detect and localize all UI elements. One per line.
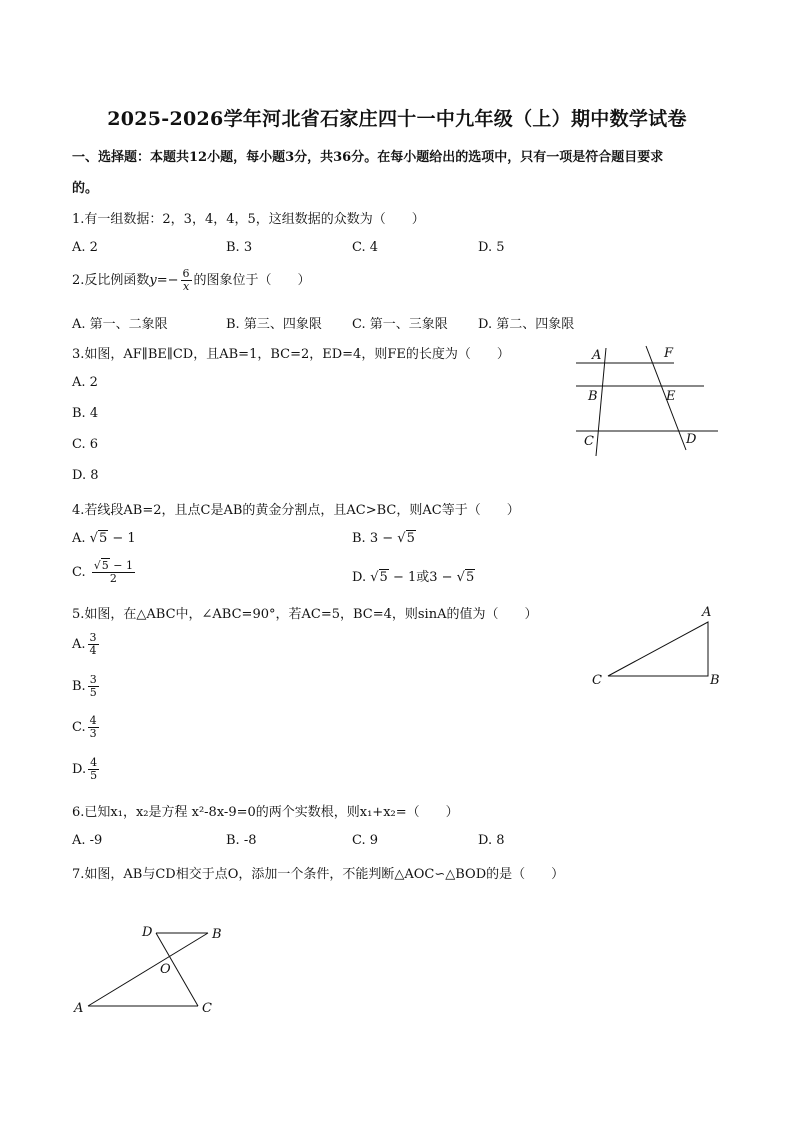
question-7-figure <box>70 920 240 1020</box>
question-1-option-d: D. 5 <box>478 240 505 255</box>
question-2-denominator: x <box>182 280 190 294</box>
label-b: B <box>710 673 720 688</box>
section-instruction-line1: 一、选择题：本题共12小题，每小题3分，共36分。在每小题给出的选项中，只有一项是符合题目要求 <box>72 150 664 165</box>
label-a: A <box>74 1001 84 1016</box>
label-a: A <box>592 348 602 363</box>
label-d: D <box>686 432 697 447</box>
question-3-option-d: D. 8 <box>72 468 99 483</box>
question-4-stem: 4.若线段AB=2，且点C是AB的黄金分割点，且AC>BC，则AC等于（ ） <box>72 503 520 518</box>
question-1-option-b: B. 3 <box>226 240 253 255</box>
question-5-option-d: D. $\frac{4}{5}$ <box>72 756 98 783</box>
question-5-option-c: C. $\frac{4}{3}$ <box>72 714 97 741</box>
label-f: F <box>664 346 674 361</box>
question-2-option-c: C. 第一、三象限 <box>352 317 448 332</box>
question-2-prefix: 2.反比例函数 <box>72 273 150 289</box>
question-1-stem: 1.有一组数据：2，3，4，4，5，这组数据的众数为（ ） <box>72 212 425 227</box>
question-5-option-b: B. $\frac{3}{5}$ <box>72 673 97 700</box>
exam-title: 2025-2026学年河北省石家庄四十一中九年级（上）期中数学试卷 <box>107 108 687 130</box>
triangle-abc <box>608 622 708 676</box>
question-1-option-c: C. 4 <box>352 240 379 255</box>
question-5-figure <box>586 600 726 696</box>
label-e: E <box>666 389 676 404</box>
question-5-option-a: A. $\frac{3}{4}$ <box>72 631 97 658</box>
label-b: B <box>212 927 222 942</box>
label-b: B <box>588 389 598 404</box>
question-4-option-b: B. 3 − √5 <box>352 531 415 546</box>
question-2-numerator: 6 <box>182 267 190 280</box>
label-a: A <box>702 605 712 620</box>
sqrt-symbol: √5 <box>397 531 415 546</box>
question-6-stem: 6.已知x₁，x₂是方程 x²-8x-9=0的两个实数根，则x₁+x₂=（ ） <box>72 805 459 820</box>
question-2-fraction <box>181 268 192 293</box>
question-4-option-c: C. $\frac{√5 - 1}{2}$ <box>72 559 133 586</box>
sqrt-symbol: √5 <box>89 531 108 546</box>
question-3-figure <box>570 340 730 464</box>
question-6-option-a: A. -9 <box>72 833 103 848</box>
label-c: C <box>202 1001 212 1016</box>
segment-ab <box>88 933 208 1006</box>
question-7-stem: 7.如图，AB与CD相交于点O，添加一个条件，不能判断△AOC∽△BOD的是（ ） <box>72 867 565 882</box>
question-3-option-a: A. 2 <box>72 375 98 390</box>
question-4-option-c-fraction: $\frac{√5 - 1}{2}$ <box>93 559 133 586</box>
label-d: D <box>142 925 153 940</box>
section-instruction-line2: 的。 <box>72 181 99 196</box>
question-2-option-b: B. 第三、四象限 <box>226 317 322 332</box>
question-2-function: y=− <box>149 273 179 289</box>
question-4-option-d: D. √5 − 1或3 − √5 <box>352 570 475 585</box>
label-o: O <box>160 962 171 977</box>
question-2-option-a: A. 第一、二象限 <box>72 317 168 332</box>
question-3-option-c: C. 6 <box>72 437 99 452</box>
label-c: C <box>592 673 602 688</box>
question-2-suffix: 的图象位于（ ） <box>193 273 311 289</box>
sqrt-symbol: √5 <box>456 570 475 585</box>
question-3-stem: 3.如图，AF∥BE∥CD，且AB=1，BC=2，ED=4，则FE的长度为（ ） <box>72 347 510 362</box>
question-5-stem: 5.如图，在△ABC中，∠ABC=90°，若AC=5，BC=4，则sinA的值为（ ） <box>72 607 538 622</box>
sqrt-symbol: √5 <box>370 570 388 585</box>
question-2-option-d: D. 第二、四象限 <box>478 317 575 332</box>
question-6-option-b: B. -8 <box>226 833 257 848</box>
question-2-stem <box>72 268 311 293</box>
question-4-option-a: A. √5 − 1 <box>72 531 136 546</box>
label-c: C <box>584 434 594 449</box>
question-6-option-c: C. 9 <box>352 833 379 848</box>
question-6-option-d: D. 8 <box>478 833 505 848</box>
question-3-option-b: B. 4 <box>72 406 99 421</box>
question-1-option-a: A. 2 <box>72 240 98 255</box>
